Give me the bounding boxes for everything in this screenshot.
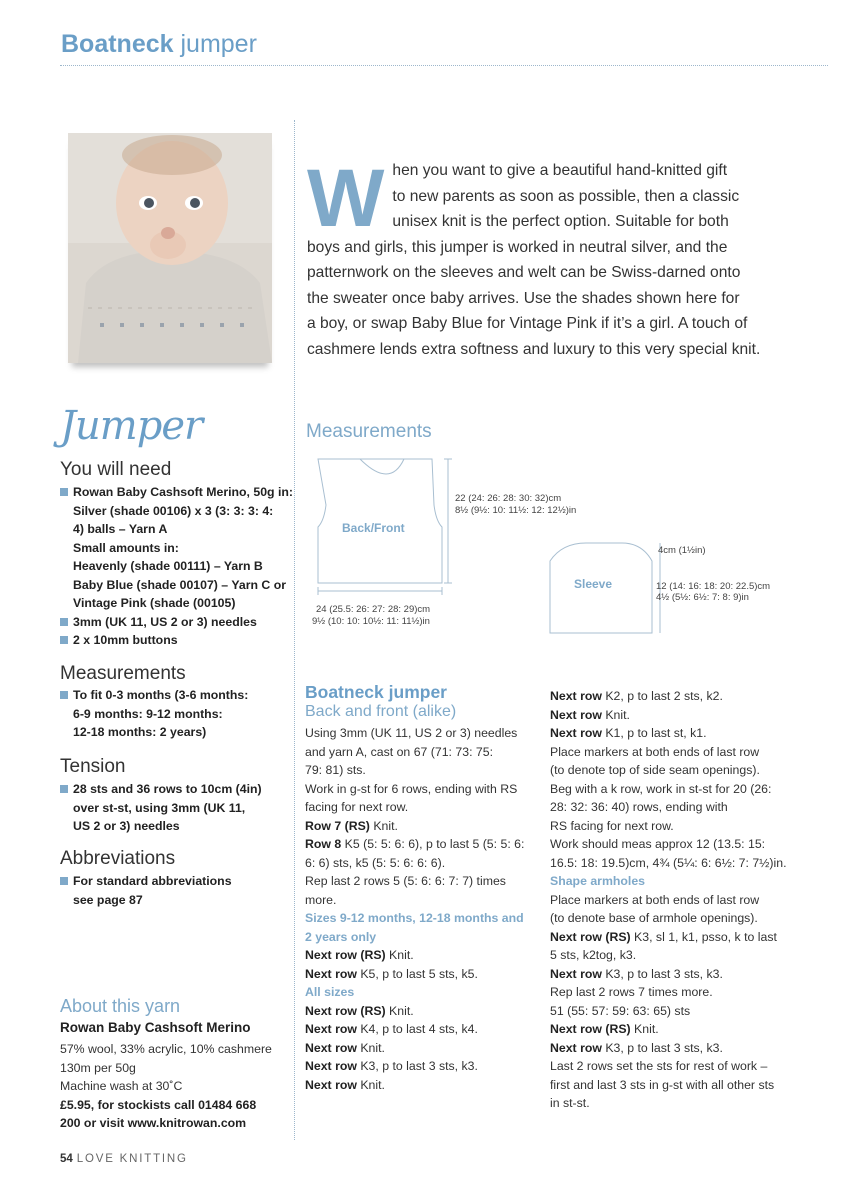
pattern-line — [305, 798, 530, 817]
instruction-text: K2, p to last 2 sts, k2. — [605, 689, 723, 703]
length-cm: 22 (24: 26: 28: 30: 32)cm — [455, 493, 562, 504]
yarn-price: £5.95, for stockists call 01484 668 — [60, 1097, 257, 1112]
pattern-line — [550, 1020, 778, 1039]
pattern-title: Boatneck jumper — [305, 682, 447, 702]
instruction-text: Work should meas approx 12 (13.5: 15: — [550, 837, 766, 851]
bullet-continuation: US 2 or 3) needles — [73, 819, 180, 833]
width-in: 9½ (10: 10: 10½: 11: 11½)in — [312, 616, 430, 627]
intro-line: to new parents as soon as possible, then a classic — [392, 187, 740, 205]
pattern-line — [305, 1020, 530, 1039]
bullet-item: To fit 0-3 months (3-6 months: — [60, 686, 290, 705]
intro-line: a boy, or swap Baby Blue for Vintage Pink if it’s a girl. A touch of — [307, 315, 748, 332]
pattern-subheading: Sizes 9-12 months, 12-18 months and — [305, 911, 524, 925]
instruction-text: Knit. — [360, 1077, 385, 1092]
pattern-line — [550, 965, 778, 984]
pattern-line — [550, 909, 778, 928]
bullet-continuation: Small amounts in: — [73, 540, 179, 555]
page-number: 54 — [60, 1153, 73, 1165]
title-light: jumper — [180, 30, 257, 58]
pattern-line — [550, 1076, 778, 1095]
pattern-line — [550, 1039, 778, 1058]
pattern-line — [305, 780, 530, 799]
measurements-heading: Measurements — [60, 663, 186, 684]
title-bold: Boatneck — [61, 30, 174, 58]
row-label: Next row — [305, 1077, 361, 1092]
pattern-line — [550, 761, 778, 780]
row-label: Row 8 — [305, 837, 345, 851]
yarn-length: 130m per 50g — [60, 1060, 136, 1075]
pattern-line — [305, 724, 530, 743]
you-will-need-list — [60, 483, 294, 650]
yarn-stockists: 200 or visit www.knitrowan.com — [60, 1116, 247, 1130]
pattern-subheading: Shape armholes — [550, 874, 645, 888]
bullet-item: Rowan Baby Cashsoft Merino, 50g in: — [60, 483, 290, 502]
row-label: Next row (RS) — [305, 1003, 390, 1018]
intro-line: unisex knit is the perfect option. Suitable for both — [392, 213, 729, 230]
sleeve-cm: 12 (14: 16: 18: 20: 22.5)cm — [656, 581, 771, 592]
pattern-line — [550, 1094, 778, 1113]
instruction-text: (to denote base of armhole openings). — [550, 911, 758, 925]
bullet-item: 2 x 10mm buttons — [60, 631, 290, 650]
instruction-text: K3, p to last 3 sts, k3. — [605, 1040, 723, 1055]
drop-cap: W — [307, 153, 385, 244]
bullet-continuation: see page 87 — [73, 892, 143, 907]
pattern-line — [305, 928, 530, 947]
row-label: Next row (RS) — [550, 929, 635, 944]
bullet-continuation: 12-18 months: 2 years) — [73, 725, 207, 739]
row-label: Next row — [550, 1040, 606, 1055]
tension-heading: Tension — [60, 756, 126, 777]
row-label: Next row (RS) — [305, 948, 390, 962]
you-will-need-heading: You will need — [60, 459, 172, 480]
pattern-line — [305, 983, 530, 1002]
pattern-column-2 — [550, 687, 787, 1113]
pattern-line — [305, 817, 530, 836]
instruction-text: Knit. — [389, 1003, 414, 1018]
yarn-care: Machine wash at 30˚C — [60, 1079, 183, 1093]
pattern-line — [550, 1057, 778, 1076]
bullet-continuation: Vintage Pink (shade (00105) — [73, 596, 236, 610]
intro-line: the sweater once baby arrives. Use the shades shown here for — [307, 289, 740, 307]
instruction-text: (to denote top of side seam openings). — [550, 763, 760, 777]
row-label: Next row — [550, 966, 606, 981]
instruction-text: 16.5: 18: 19.5)cm, 4¾ (5¼: 6: 6½: 7: 7½)in. — [550, 855, 787, 870]
intro-line: hen you want to give a beautiful hand-knitted gift — [392, 162, 728, 179]
bullet-continuation: Heavenly (shade 00111) – Yarn B — [73, 559, 263, 573]
cap-cm: 4cm (1½in) — [658, 545, 706, 556]
intro-line: patternwork on the sleeves and welt can be Swiss-darned onto — [307, 264, 741, 281]
pattern-line — [305, 872, 530, 891]
tension-list — [60, 780, 290, 836]
pattern-line — [305, 965, 530, 984]
bullet-item: For standard abbreviations — [60, 872, 290, 891]
instruction-text: facing for next row. — [305, 800, 409, 814]
bullet-continuation: over st-st, using 3mm (UK 11, — [73, 800, 246, 815]
baby-photo — [68, 133, 272, 363]
instruction-text: K5, p to last 5 sts, k5. — [360, 966, 478, 981]
instruction-text: Using 3mm (UK 11, US 2 or 3) needles — [305, 726, 518, 740]
bullet-item: 28 sts and 36 rows to 10cm (4in) — [60, 780, 290, 799]
header-divider — [60, 65, 828, 66]
pattern-subheading: 2 years only — [305, 929, 377, 944]
pattern-line — [550, 928, 778, 947]
instruction-text: 79: 81) sts. — [305, 763, 366, 777]
row-label: Next row — [550, 689, 606, 703]
section-script-title: Jumper — [60, 403, 203, 449]
pattern-line — [305, 1057, 530, 1076]
intro-line: boys and girls, this jumper is worked in neutral silver, and the — [307, 238, 728, 256]
pattern-line — [550, 780, 778, 799]
length-in: 8½ (9½: 10: 11½: 12: 12½)in — [455, 505, 577, 516]
pattern-column-1 — [305, 724, 530, 1094]
pattern-line — [550, 817, 778, 836]
pattern-line — [550, 687, 778, 706]
instruction-text: K3, p to last 3 sts, k3. — [360, 1059, 478, 1073]
sleeve-label: Sleeve — [574, 577, 613, 591]
pattern-line — [550, 835, 778, 854]
pattern-line — [550, 854, 787, 873]
pattern-line — [305, 946, 530, 965]
row-label: Next row — [305, 966, 361, 981]
pattern-line — [550, 724, 778, 743]
pattern-line — [305, 891, 530, 910]
intro-line: cashmere lends extra softness and luxury to this very special knit. — [307, 340, 761, 358]
instruction-text: RS facing for next row. — [550, 818, 674, 833]
instruction-text: first and last 3 sts in g-st with all other sts — [550, 1077, 775, 1092]
instruction-text: K3, p to last 3 sts, k3. — [605, 966, 723, 981]
pattern-line — [550, 798, 778, 817]
instruction-text: Work in g-st for 6 rows, ending with RS — [305, 781, 518, 796]
abbreviations-list — [60, 872, 290, 909]
pattern-line — [305, 743, 530, 762]
row-label: Next row — [550, 726, 606, 740]
instruction-text: in st-st. — [550, 1096, 590, 1110]
pattern-line — [550, 1002, 778, 1021]
bullet-item: 3mm (UK 11, US 2 or 3) needles — [60, 613, 290, 632]
yarn-name: Rowan Baby Cashsoft Merino — [60, 1020, 251, 1035]
row-label: Next row — [305, 1040, 361, 1055]
instruction-text: K5 (5: 5: 6: 6), p to last 5 (5: 5: 6: — [344, 837, 525, 851]
bullet-continuation: Baby Blue (shade 00107) – Yarn C or — [73, 577, 287, 592]
instruction-text: Knit. — [360, 1040, 385, 1055]
pattern-line — [550, 946, 778, 965]
pattern-line — [550, 743, 778, 762]
sleeve-in: 4½ (5½: 6½: 7: 8: 9)in — [656, 592, 749, 603]
pattern-line — [305, 761, 530, 780]
row-label: Next row (RS) — [550, 1022, 635, 1036]
page-footer — [60, 1153, 188, 1165]
pattern-line — [550, 706, 778, 725]
bullet-continuation: 4) balls – Yarn A — [73, 522, 168, 536]
pattern-subtitle: Back and front (alike) — [305, 703, 457, 720]
instruction-text: Knit. — [605, 707, 630, 722]
column-divider — [294, 120, 295, 1140]
yarn-details — [60, 1040, 275, 1133]
instruction-text: Knit. — [634, 1022, 659, 1036]
instruction-text: Rep last 2 rows 7 times more. — [550, 985, 713, 999]
instruction-text: Beg with a k row, work in st-st for 20 (26: — [550, 781, 772, 796]
instruction-text: Knit. — [389, 948, 414, 962]
page-title — [61, 30, 257, 59]
instruction-text: and yarn A, cast on 67 (71: 73: 75: — [305, 744, 493, 759]
row-label: Next row — [550, 707, 606, 722]
instruction-text: Knit. — [373, 818, 398, 833]
instruction-text: Place markers at both ends of last row — [550, 892, 760, 907]
instruction-text: Place markers at both ends of last row — [550, 744, 760, 759]
yarn-composition: 57% wool, 33% acrylic, 10% cashmere — [60, 1042, 272, 1056]
pattern-line — [550, 872, 778, 891]
bullet-continuation: Silver (shade 00106) x 3 (3: 3: 3: 4: — [73, 503, 274, 518]
about-yarn-heading: About this yarn — [60, 996, 181, 1016]
pattern-line — [305, 1076, 530, 1095]
back-front-label: Back/Front — [342, 521, 405, 535]
row-label: Next row — [305, 1059, 361, 1073]
pattern-line — [305, 1002, 530, 1021]
baby-illustration — [68, 133, 272, 363]
abbreviations-heading: Abbreviations — [60, 848, 176, 869]
pattern-subheading: All sizes — [305, 985, 355, 999]
magazine-name: LOVE KNITTING — [76, 1153, 188, 1165]
bullet-continuation: 6-9 months: 9-12 months: — [73, 706, 223, 721]
pattern-line — [305, 1039, 530, 1058]
row-label: Next row — [305, 1022, 361, 1036]
measurements-list — [60, 686, 290, 742]
instruction-text: Rep last 2 rows 5 (5: 6: 6: 7: 7) times — [305, 874, 506, 888]
pattern-line — [550, 983, 778, 1002]
diagram-heading: Measurements — [306, 421, 432, 442]
instruction-text: K3, sl 1, k1, psso, k to last — [634, 929, 777, 944]
pattern-line — [305, 854, 530, 873]
instruction-text: 5 sts, k2tog, k3. — [550, 948, 637, 962]
row-label: Row 7 (RS) — [305, 818, 374, 833]
pattern-line — [305, 909, 530, 928]
width-cm: 24 (25.5: 26: 27: 28: 29)cm — [316, 604, 431, 615]
instruction-text: 28: 32: 36: 40) rows, ending with — [550, 800, 728, 814]
intro-paragraph — [307, 153, 782, 362]
instruction-text: K4, p to last 4 sts, k4. — [360, 1022, 478, 1036]
instruction-text: K1, p to last st, k1. — [605, 726, 707, 740]
instruction-text: more. — [305, 892, 337, 907]
pattern-line — [550, 891, 778, 910]
instruction-text: 51 (55: 57: 59: 63: 65) sts — [550, 1003, 691, 1018]
instruction-text: 6: 6) sts, k5 (5: 5: 6: 6: 6). — [305, 855, 446, 870]
measurement-diagram — [300, 455, 800, 635]
pattern-line — [305, 835, 530, 854]
instruction-text: Last 2 rows set the sts for rest of work – — [550, 1059, 768, 1073]
